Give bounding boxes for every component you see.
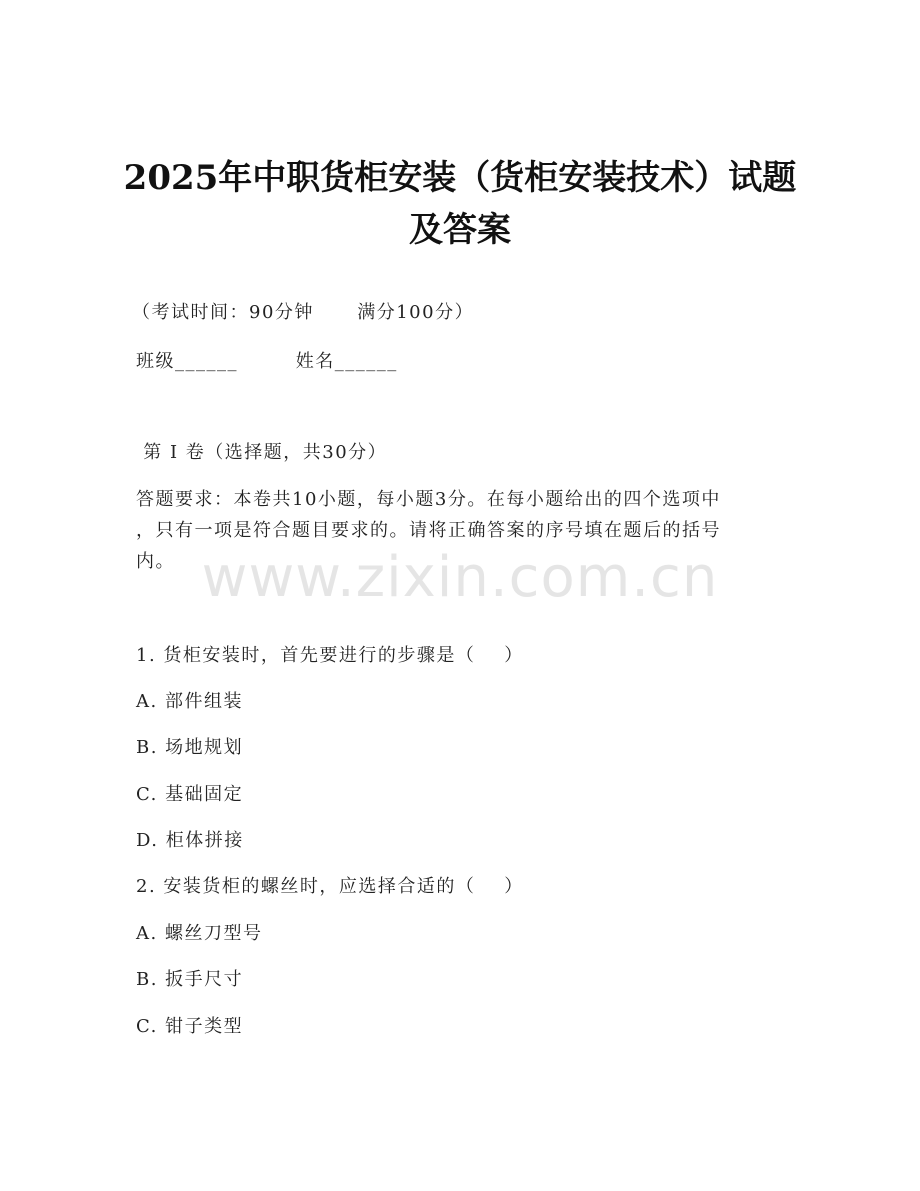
section-header: 第 I 卷（选择题，共30分） (136, 442, 388, 463)
question-1-option-a: A. 部件组装 (136, 691, 243, 712)
question-1-option-d: D. 柜体拼接 (136, 830, 244, 851)
instructions-line-1: 答题要求：本卷共10小题，每小题3分。在每小题给出的四个选项中 (136, 489, 721, 510)
question-1-option-c: C. 基础固定 (136, 784, 244, 805)
document-title-line-1: 2025年中职货柜安装（货柜安装技术）试题 (123, 158, 797, 198)
instructions-line-2: ，只有一项是符合题目要求的。请将正确答案的序号填在题后的括号 (136, 520, 721, 541)
question-2-option-b: B. 扳手尺寸 (136, 969, 244, 990)
question-2-stem: 2. 安装货柜的螺丝时，应选择合适的（ ） (136, 876, 524, 897)
instructions-line-3: 内。 (136, 551, 175, 572)
question-2-option-a: A. 螺丝刀型号 (136, 923, 263, 944)
question-1-option-b: B. 场地规划 (136, 737, 244, 758)
document-title-line-2: 及答案 (409, 210, 511, 250)
class-name-line: 班级______ 姓名______ (136, 351, 398, 372)
question-2-option-c: C. 钳子类型 (136, 1016, 244, 1037)
watermark: www.zixin.com.cn (201, 545, 719, 610)
question-1-stem: 1. 货柜安装时，首先要进行的步骤是（ ） (136, 645, 524, 666)
exam-info: （考试时间：90分钟 满分100分） (132, 302, 475, 323)
